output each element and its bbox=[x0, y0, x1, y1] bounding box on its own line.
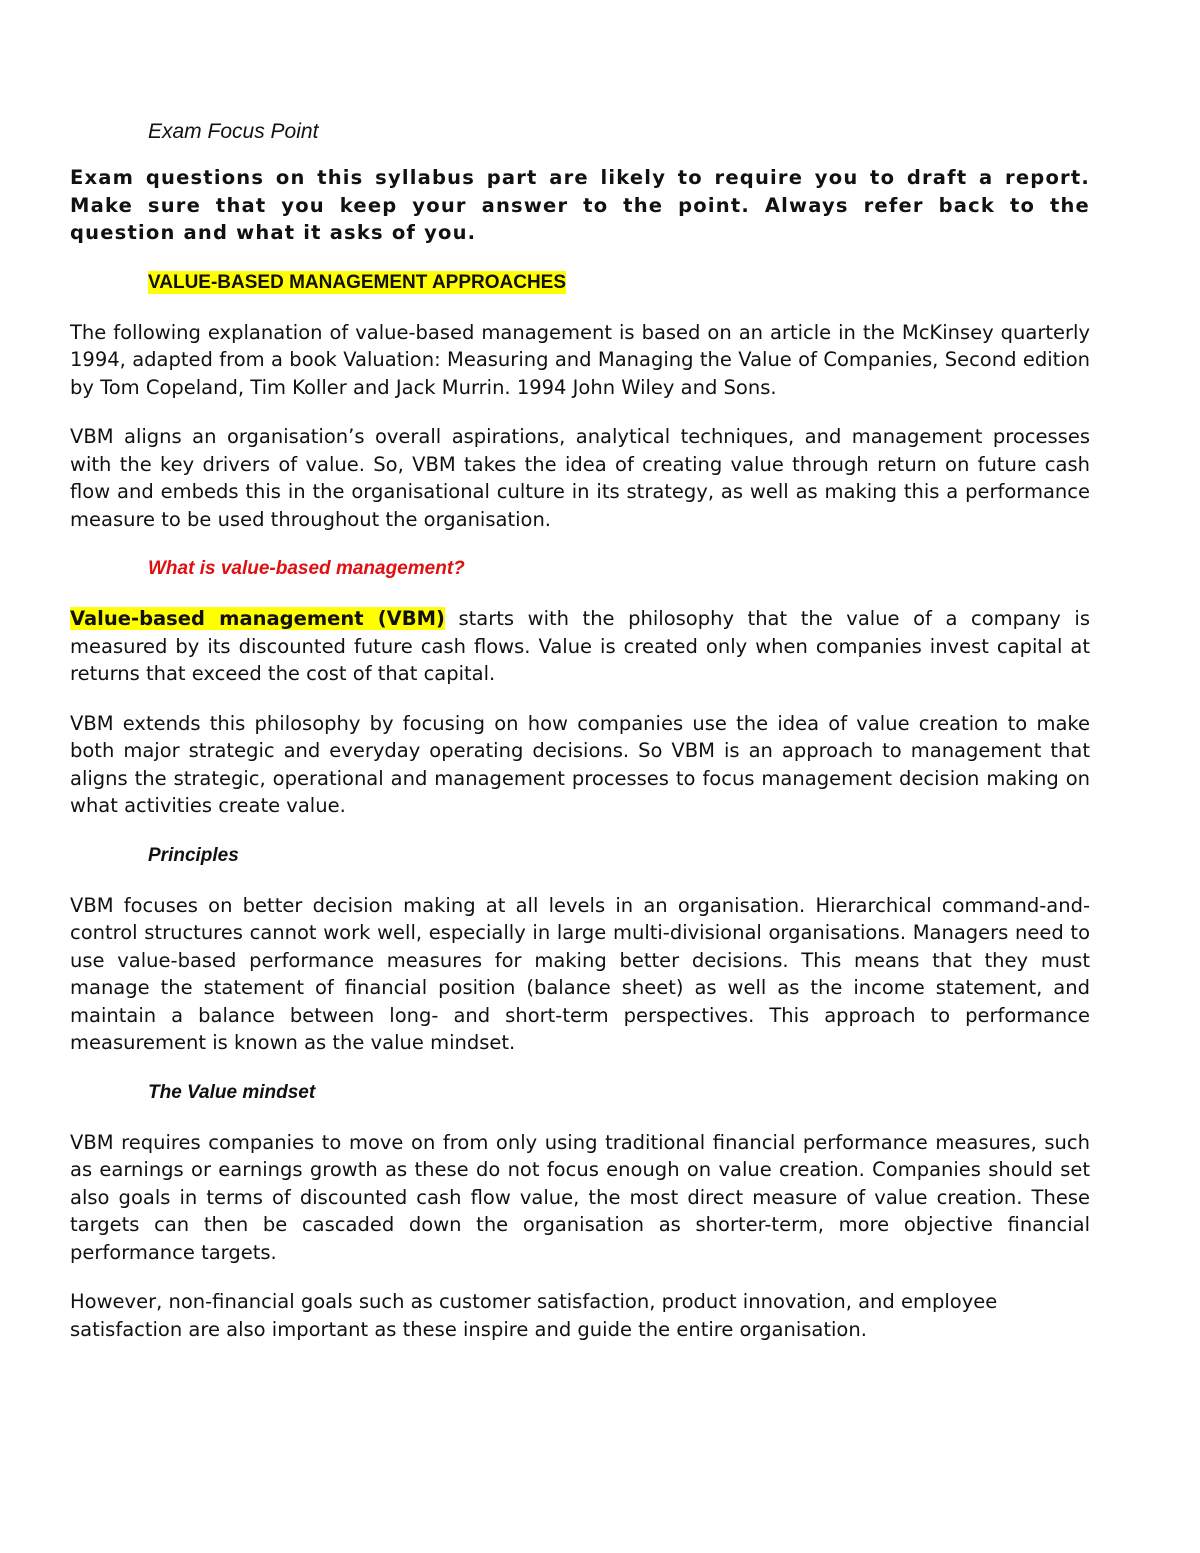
document-page bbox=[70, 118, 1090, 1365]
section-title-text: VALUE-BASED MANAGEMENT APPROACHES bbox=[148, 271, 567, 293]
vbm-definition-paragraph bbox=[70, 605, 1090, 688]
vbm-extension-paragraph: VBM extends this philosophy by focusing on how companies use the idea of value creation to make both major strategic and everyday operating decisions. So VBM is an approach to management that aligns the strategic, operational and management processes to focus management decision making on what activities create value. bbox=[70, 711, 1090, 817]
principles-paragraph: VBM focuses on better decision making at all levels in an organisation. Hierarchical command-and- control structures cannot work well, especially in large multi-divisional organisations. Managers need to use value-based performance measures for making better decisions. This means that they must manage the statement of financial position (balance sheet) as well as the income statement, and maintain a balance between long- and short-term perspectives. This approach to performance measurement is known as the value mindset. bbox=[70, 893, 1090, 1054]
value-mindset-heading: The Value mindset bbox=[148, 1081, 316, 1103]
value-mindset-paragraph-1: VBM requires companies to move on from only using traditional financial performance measures, such as earnings or earnings growth as these do not focus enough on value creation. Companies should set also goals in terms of discounted cash flow value, the most direct measure of value creation. These targets can then be cascaded down the organisation as shorter-term, more objective financial performance targets. bbox=[70, 1130, 1090, 1264]
intro-paragraph-2: VBM aligns an organisation’s overall aspirations, analytical techniques, and management processes with the key drivers of value. So, VBM takes the idea of creating value through return on future cash flow and embeds this in the organisational culture in its strategy, as well as making this a performance measure to be used throughout the organisation. bbox=[70, 425, 1090, 531]
vbm-definition-text: starts with the philosophy that the value of a company is measured by its discounted future cash flows. Value is created only when companies invest capital at returns that exceed the cost of that capital. bbox=[70, 607, 1090, 685]
exam-focus-heading: Exam Focus Point bbox=[148, 120, 319, 143]
intro-paragraph-1: The following explanation of value-based management is based on an article in the McKinsey quarterly 1994, adapted from a book Valuation: Measuring and Managing the Value of Companies, Second edition by Tom Copeland, Tim Koller and Jack Murrin. 1994 John Wiley and Sons. bbox=[70, 320, 1090, 399]
vbm-term: Value-based management (VBM) bbox=[70, 607, 445, 630]
value-mindset-paragraph-2: However, non-financial goals such as customer satisfaction, product innovation, and employee satisfaction are also important as these inspire and guide the entire organisation. bbox=[70, 1290, 998, 1341]
principles-heading: Principles bbox=[148, 844, 239, 866]
what-is-vbm-heading: What is value-based management? bbox=[148, 558, 465, 579]
exam-focus-text: Exam questions on this syllabus part are likely to require you to draft a report. Make sure that you keep your answer to the point. Always refer back to the question and what it asks of you. bbox=[70, 166, 1090, 244]
section-title bbox=[148, 269, 1090, 297]
